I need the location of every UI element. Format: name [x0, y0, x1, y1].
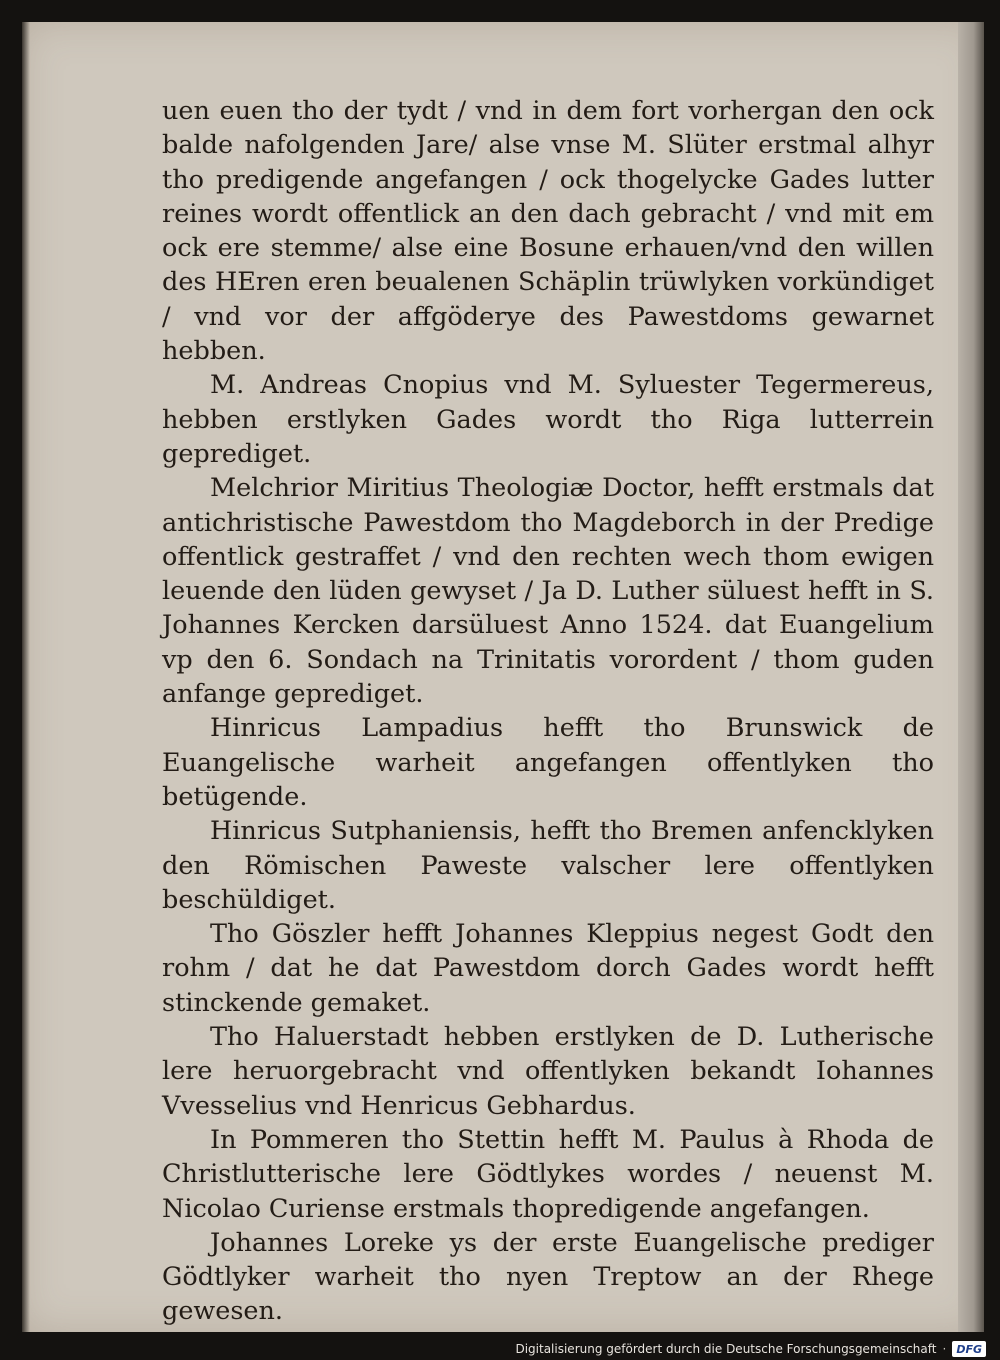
page-body	[162, 94, 934, 1332]
paragraph-1: uen euen tho der tydt / vnd in dem fort vorhergan den ock balde nafolgenden Jare/ alse vnse M. Slüter erstmal alhyr tho predigende angefangen / ock thogelycke Gades lutter reines wordt offentlick an den dach gebracht / vnd mit em ock ere stemme/ alse eine Bosune erhauen/vnd den willen des HEren eren beualenen Schäplin trüwlyken vorkündiget / vnd vor der affgöderye des Pawestdoms gewarnet hebben.	[162, 96, 934, 367]
paragraph-4: Hinricus Lampadius hefft tho Brunswick de Euangelische warheit angefangen offentlyken tho betügende.	[162, 713, 934, 812]
dfg-logo-icon: DFG	[952, 1341, 986, 1357]
scanned-page	[22, 22, 984, 1332]
page-edge-shadow	[22, 22, 30, 1332]
paragraph-2: M. Andreas Cnopius vnd M. Syluester Tegermereus, hebben erstlyken Gades wordt tho Riga lutterrein geprediget.	[162, 370, 934, 469]
paragraph-9: Johannes Loreke ys der erste Euangelische prediger Gödtlyker warheit tho nyen Treptow an der Rhege gewesen.	[162, 1227, 934, 1327]
paragraph-6: Tho Göszler hefft Johannes Kleppius negest Godt den rohm / dat he dat Pawestdom dorch Gades wordt hefft stinckende gemaket.	[162, 919, 934, 1018]
digitization-footer	[0, 1338, 1000, 1360]
footer-credit: Digitalisierung gefördert durch die Deutsche Forschungsgemeinschaft	[515, 1342, 937, 1356]
footer-separator: ·	[942, 1342, 947, 1356]
paragraph-8: In Pommeren tho Stettin hefft M. Paulus à Rhoda de Christlutterische lere Gödtlykes wordes / neuenst M. Nicolao Curiense erstmals thopredigende angefangen.	[162, 1124, 934, 1224]
paragraph-5: Hinricus Sutphaniensis, hefft tho Bremen anfencklyken den Römischen Paweste valscher lere offentlyken beschüldiget.	[162, 816, 934, 915]
paragraph-3: Melchrior Miritius Theologiæ Doctor, hefft erstmals dat antichristische Pawestdom tho Magdeborch in der Predige offentlick gestraffet / vnd den rechten wech thom ewigen leuende den lüden gewyset / Ja D. Luther süluest hefft in S. Johannes Kercken darsüluest Anno 1524. dat Euangelium vp den 6. Sondach na Trinitatis vorordent / thom guden anfange geprediget.	[162, 473, 934, 710]
paragraph-10-start	[162, 1329, 934, 1332]
paragraph-7: Tho Haluerstadt hebben erstlyken de D. Lutherische lere heruorgebracht vnd offentlyken bekandt Iohannes Vvesselius vnd Henricus Gebhardus.	[162, 1022, 934, 1121]
book-spine	[958, 22, 984, 1332]
